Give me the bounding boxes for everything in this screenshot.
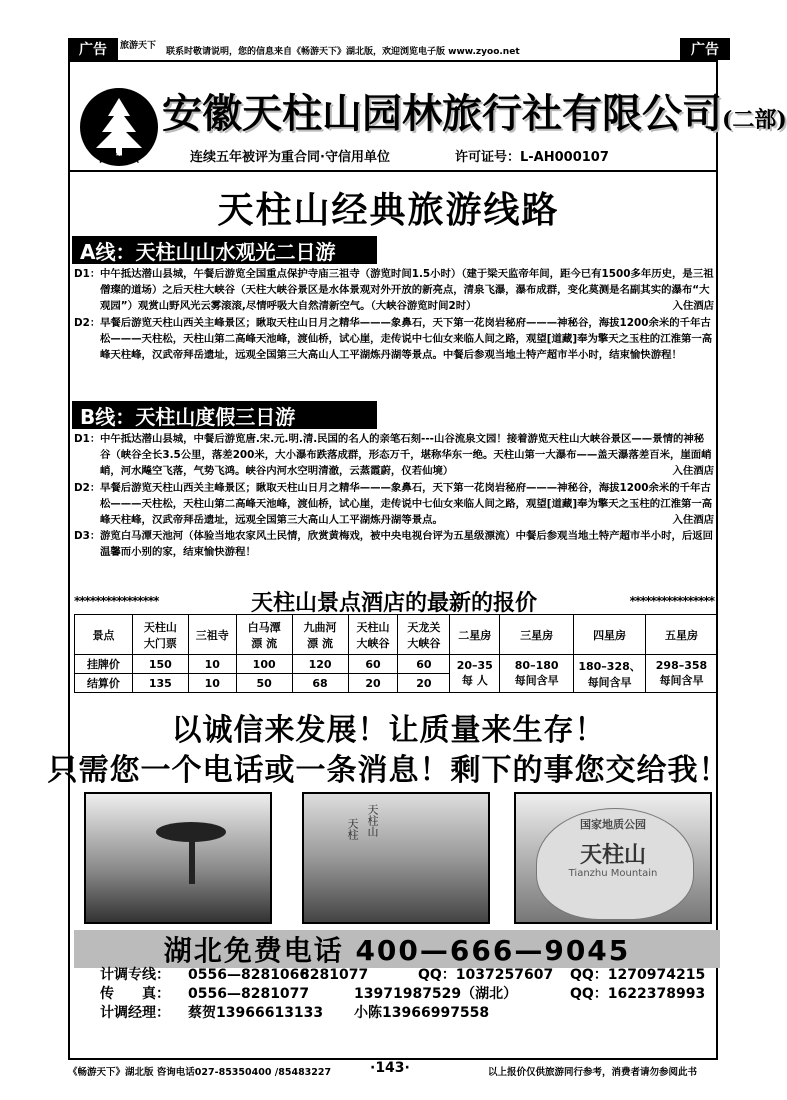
table-header-cell: 三星房 [500,615,574,655]
slogan-line-1: 以诚信来发展！让质量来生存！ [171,713,606,748]
slogan-line-2: 只需您一个电话或一条消息！剩下的事您交给我！ [47,753,730,788]
geopark-title: 国家地质公园 [580,818,646,831]
contact-mobile: 13971987529（湖北） [354,986,518,1002]
table-cell: 60 [348,655,398,674]
photo-geopark-stone [514,792,712,924]
day-text: 早餐后游览天柱山西关主峰景区；瞅取天柱山日月之精华———象鼻石，天下第一花岗岩秘府———神秘谷，海拔1200余米的千年古松———天柱松，天柱山第二高峰天池峰，渡仙桥，试心崖，走传说中七仙女来临人间之路，观望[道藏]奉为擎天之玉柱的江淮第一高峰天柱峰，汉武帝拜岳遗址，远观全国第三大高山人工平湖炼丹湖等景点。 [100,481,713,527]
room-price-three-star: 80–180 每间含早 [500,655,574,693]
painting-text-1: 天柱山 [366,804,379,837]
table-cell: 135 [132,674,188,693]
contact-row-1 [100,966,720,985]
company-name-main: 安徽天柱山园林旅行社有限公司 [162,90,722,137]
contact-phone: 8281077 [300,967,369,983]
price-header-row [75,615,718,655]
day-label: D3： [74,530,101,543]
table-header-cell: 五星房 [646,615,718,655]
price-title: 天柱山景点酒店的最新的报价 [250,589,537,616]
route-a-day1 [74,266,714,315]
contact-fax: 0556—8281077 [188,986,310,1002]
geopark-name: 天柱山 [579,842,646,868]
table-cell: 150 [132,655,188,674]
footer-right: 以上报价仅供旅游同行参考，消费者请勿参阅此书 [488,1067,698,1078]
contact-row-3 [100,1004,720,1023]
certification-text: 连续五年被评为重合同·守信用单位 [190,150,390,165]
contact-manager: 蔡贺13966613133 [188,1005,324,1021]
painting-text-2: 天柱 [346,818,359,840]
price-section-title [74,586,714,616]
day-label: D2： [74,316,101,329]
contact-label: 传 真： [100,986,170,1002]
day-label: D2： [74,481,101,494]
ad-label-left: 广告 [68,38,118,60]
route-a-title: A线：天柱山山水观光二日游 [72,236,377,264]
table-cell: 20 [398,674,450,693]
pine-trunk [189,834,195,884]
contact-qq: QQ：1037257607 [418,967,554,983]
contact-manager: 小陈13966997558 [354,1005,490,1021]
route-b-day3 [74,528,714,560]
license-number: 许可证号：L-AH000107 [455,150,609,165]
company-name-suffix: (二部) [722,107,787,133]
table-header-cell: 四星房 [574,615,646,655]
top-contact-line: 联系时敬请说明，您的信息来自《畅游天下》湖北版，欢迎浏览电子版 www.zyoo.net [166,47,520,57]
table-cell: 68 [292,674,348,693]
contact-row-2 [100,985,720,1004]
contact-label: 计调专线： [100,967,170,983]
route-a-day2 [74,315,714,364]
table-cell: 120 [292,655,348,674]
table-header-cell: 天柱山 大峡谷 [348,615,398,655]
room-price-four-star: 180–328、 每间含早 [574,655,646,693]
day-text: 游览白马潭天池河（体验当地农家风土民情，欣赏黄梅戏，被中央电视台评为五星级漂流）中餐后参观当地土特产超市半小时，后返回温馨而小别的家，结束愉快游程！ [100,530,714,559]
table-header-cell: 天柱山 大门票 [132,615,188,655]
day-label: D1： [74,268,101,280]
table-cell: 10 [188,655,236,674]
table-cell: 挂牌价 [75,655,133,674]
route-b-day1 [74,431,714,480]
day-label: D1： [74,433,101,445]
contact-label: 计调经理： [100,1005,170,1021]
table-cell: 10 [188,674,236,693]
table-cell: 20 [348,674,398,693]
route-b-itinerary [74,431,714,561]
photo-mountain-painting [302,792,490,924]
footer-left: 《畅游天下》湖北版 咨询电话027-85350400 /85483227 [68,1067,332,1078]
day-text: 早餐后游览天柱山西关主峰景区；瞅取天柱山日月之精华———象鼻石，天下第一花岗岩秘府———神秘谷，海拔1200余米的千年古松———天柱松，天柱山第二高峰天池峰，渡仙桥，试心崖，走传说中七仙女来临人间之路，观望[道藏]奉为擎天之玉柱的江淮第一高峰天柱峰，汉武帝拜岳遗址，远观全国第三大高山人工平湖炼丹湖等景点。中餐后参观当地土特产超市半小时，结束愉快游程！ [100,316,713,362]
contact-qq: QQ：1622378993 [570,986,706,1002]
ad-label-right: 广告 [680,38,730,60]
photo-pine-tree [84,792,272,924]
price-row-list [75,655,718,674]
route-b-day2 [74,480,714,529]
route-a-itinerary [74,266,714,363]
stars-left: **************** [74,594,159,608]
main-title: 天柱山经典旅游线路 [217,189,560,231]
page-number: ·143· [370,1060,410,1076]
room-price-five-star: 298–358 每间含早 [646,655,718,693]
table-cell: 100 [236,655,292,674]
price-table [74,614,718,693]
table-header-cell: 二星房 [450,615,500,655]
hotel-note: 入住酒店 [672,300,714,313]
table-cell: 结算价 [75,674,133,693]
company-name [162,82,787,139]
table-cell: 60 [398,655,450,674]
magazine-logo-text: 旅游天下 [120,41,157,51]
hotel-note: 入住酒店 [672,465,714,478]
contact-phone: 0556—8281066 [188,967,310,983]
table-header-cell: 景点 [75,615,133,655]
table-header-cell: 天龙关 大峡谷 [398,615,450,655]
logo-caption: 园林之旅 [99,154,139,165]
hotel-note: 入住酒店 [672,514,714,527]
free-hotline: 湖北免费电话 400—666—9045 [74,930,720,968]
geopark-subtitle: Tianzhu Mountain [568,868,658,879]
table-cell: 50 [236,674,292,693]
day-text: 中午抵达潜山县城，中餐后游览唐.宋.元.明.清.民国的名人的亲笔石刻---山谷流泉文园！接着游览天柱山大峡谷景区——景情的神秘谷（峡谷全长3.5公里，落差200米，大小瀑布跌落成群，形态万千，堪称华东一绝。天柱山第一大瀑布——盖天瀑落差百米，崖面峭峭，河水飚空飞落，气势飞鸿。峡谷内河水空明清澈，云蒸霞蔚，仪若仙境） [100,433,712,478]
room-price-two-star: 20–35 每 人 [450,655,500,693]
table-header-cell: 三祖寺 [188,615,236,655]
table-header-cell: 白马潭 漂 流 [236,615,292,655]
contact-block [100,966,720,1023]
day-text: 中午抵达潜山县城，午餐后游览全国重点保护寺庙三祖寺（游览时间1.5小时）（建于梁天监帝年间，距今已有1500多年历史，是三祖僧璨的道场）之后天柱大峡谷（天柱大峡谷景区是水体景观对外开放的新亮点，清泉飞瀑，瀑布成群，变化莫测是名副其实的瀑布“大观园”）观赏山野风光云雾滚滚,尽情呼吸大自然清新空气。（大峡谷游览时间2时） [100,268,714,313]
route-b-title: B线：天柱山度假三日游 [72,401,377,429]
contact-qq: QQ：1270974215 [570,967,706,983]
table-header-cell: 九曲河 漂 流 [292,615,348,655]
stars-right: **************** [629,594,714,608]
